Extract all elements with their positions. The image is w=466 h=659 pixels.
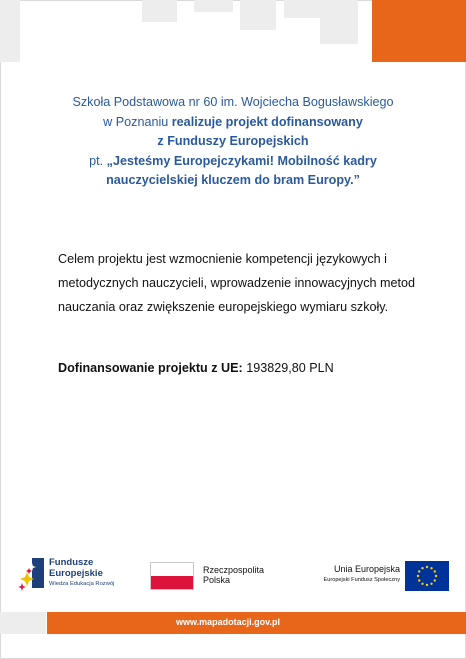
banner-bar [240,0,276,30]
logo-strip [0,553,466,605]
school-name: Szkoła Podstawowa nr 60 im. Wojciecha Bogusławskiego [72,95,394,109]
eu-star [421,583,423,585]
eu-title: Unia Europejska [333,564,400,574]
header-line-4 [30,152,436,172]
header-pt: pt. [89,153,104,168]
eu-star [434,579,436,581]
fundusze-europejskie-text [49,558,114,587]
fe-title-2: Europejskie [49,567,103,579]
banner-bar-accent [372,0,466,62]
pl-line-1: Rzeczpospolita [203,565,265,575]
funding-line [58,361,418,375]
eu-star [426,566,428,568]
fe-subtitle: Wiedza Edukacja Rozwój [49,581,115,587]
eu-star [435,575,437,577]
eu-star [417,575,419,577]
header-city: w Poznaniu [103,114,169,129]
eu-star [426,584,428,586]
eu-flag-icon [405,561,449,591]
eu-star [430,583,432,585]
banner-bar [0,0,20,62]
eu-subtitle: Europejski Fundusz Społeczny [323,577,400,583]
banner-bar [194,0,233,12]
fundusze-europejskie-logo [16,557,46,591]
eu-star [434,570,436,572]
footer-url-link[interactable]: www.mapadotacji.gov.pl [176,617,281,627]
pl-line-2: Polska [203,575,231,585]
unia-europejska-text [300,564,400,583]
project-title-line-1: „Jesteśmy Europejczykami! Mobilność kadry [106,153,377,168]
header-funds: z Funduszy Europejskich [157,134,309,148]
fe-title-1: Fundusze [49,557,94,568]
banner-bar [320,0,358,44]
poland-flag-icon [150,562,194,590]
header-line-2 [30,113,436,133]
eu-star [418,570,420,572]
eu-star [430,567,432,569]
eu-star [421,567,423,569]
project-goal-paragraph: Celem projektu jest wzmocnienie kompetencji językowych i metodycznych nauczycieli, wprowadzenie innowacyjnych metod nauczania oraz zwiększenie europejskiego wymiaru szkoły. [58,252,415,314]
top-banner [0,0,466,62]
eu-star [418,579,420,581]
funding-value: 193829,80 PLN [246,361,334,375]
project-header [30,93,436,191]
rzeczpospolita-polska-text [203,565,264,585]
funding-label: Dofinansowanie projektu z UE: [58,361,243,375]
header-project-intro: realizuje projekt dofinansowany [171,114,363,129]
banner-bar [142,0,177,22]
project-title-line-2: nauczycielskiej kluczem do bram Europy.” [106,173,360,187]
